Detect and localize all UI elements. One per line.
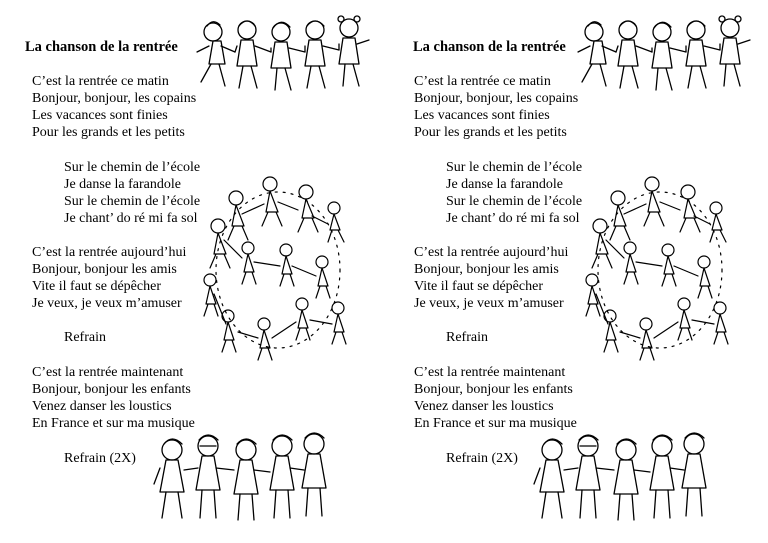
child-figure — [280, 244, 294, 286]
child-figure — [271, 22, 305, 90]
verse-1-line-1: C’est la rentrée ce matin — [32, 74, 169, 89]
verse-2-line-2: Bonjour, bonjour les amis — [32, 262, 177, 277]
refrain-marker: Refrain — [446, 330, 488, 345]
child-figure — [235, 21, 271, 88]
child-figure — [228, 191, 248, 240]
child-figure — [222, 310, 236, 352]
child-figure — [328, 202, 344, 242]
child-figure — [719, 16, 750, 86]
chorus-line-4: Je chant’ do ré mi fa sol — [446, 211, 580, 226]
child-figure — [154, 439, 184, 518]
children-circle-dance-drawing — [198, 174, 356, 366]
child-figure — [262, 177, 282, 226]
verse-3-line-4: En France et sur ma musique — [414, 416, 577, 431]
chorus-line-1: Sur le chemin de l’école — [446, 160, 583, 175]
child-figure — [564, 435, 614, 518]
chorus-line-2: Je danse la farandole — [64, 177, 181, 192]
children-farandole-drawing — [576, 12, 754, 94]
verse-3-line-4: En France et sur ma musique — [32, 416, 195, 431]
verse-3-line-3: Venez danser les loustics — [32, 399, 172, 414]
verse-3-line-3: Venez danser les loustics — [414, 399, 554, 414]
verse-2-line-4: Je veux, je veux m’amuser — [32, 296, 182, 311]
child-figure — [234, 439, 270, 520]
child-figure — [682, 433, 706, 516]
verse-3-line-1: C’est la rentrée maintenant — [414, 365, 566, 380]
verse-2-line-1: C’est la rentrée aujourd’hui — [414, 245, 569, 260]
child-figure — [242, 242, 256, 284]
child-figure — [610, 191, 630, 240]
verse-2-line-1: C’est la rentrée aujourd’hui — [32, 245, 187, 260]
verse-1-line-3: Les vacances sont finies — [414, 108, 550, 123]
song-title: La chanson de la rentrée — [413, 39, 566, 55]
child-figure — [258, 318, 272, 360]
child-figure — [686, 21, 720, 88]
child-figure — [534, 439, 564, 518]
child-figure — [678, 298, 692, 340]
child-figure — [640, 318, 654, 360]
chorus-line-3: Sur le chemin de l’école — [446, 194, 583, 209]
refrain-repeat-marker: Refrain (2X) — [446, 451, 518, 466]
child-figure — [332, 302, 346, 344]
child-figure — [296, 298, 310, 340]
children-line-drawing — [530, 428, 708, 524]
children-line-drawing — [150, 428, 328, 524]
child-figure — [614, 439, 650, 520]
child-figure — [586, 274, 600, 316]
child-figure — [662, 244, 676, 286]
verse-1-line-4: Pour les grands et les petits — [32, 125, 185, 140]
verse-1-line-2: Bonjour, bonjour, les copains — [32, 91, 197, 106]
verse-2-line-3: Vite il faut se dépêcher — [414, 279, 543, 294]
child-figure — [302, 433, 326, 516]
child-figure — [710, 202, 726, 242]
child-figure — [624, 242, 638, 284]
children-farandole-drawing — [195, 12, 373, 94]
child-figure — [298, 185, 318, 232]
child-figure — [197, 22, 235, 86]
verse-3-line-2: Bonjour, bonjour les enfants — [414, 382, 573, 397]
child-figure — [604, 310, 618, 352]
child-figure — [316, 256, 330, 298]
child-figure — [184, 435, 234, 518]
child-figure — [680, 185, 700, 232]
verse-2-line-3: Vite il faut se dépêcher — [32, 279, 161, 294]
child-figure — [652, 22, 686, 90]
child-figure — [270, 435, 304, 518]
chorus-line-1: Sur le chemin de l’école — [64, 160, 201, 175]
child-figure — [714, 302, 728, 344]
chorus-line-2: Je danse la farandole — [446, 177, 563, 192]
song-title: La chanson de la rentrée — [25, 39, 178, 55]
child-figure — [644, 177, 664, 226]
child-figure — [338, 16, 369, 86]
child-figure — [204, 274, 218, 316]
child-figure — [578, 22, 616, 86]
verse-3-line-2: Bonjour, bonjour les enfants — [32, 382, 191, 397]
child-figure — [698, 256, 712, 298]
children-circle-dance-drawing — [580, 174, 738, 366]
child-figure — [305, 21, 339, 88]
refrain-repeat-marker: Refrain (2X) — [64, 451, 136, 466]
verse-3-line-1: C’est la rentrée maintenant — [32, 365, 184, 380]
verse-2-line-4: Je veux, je veux m’amuser — [414, 296, 564, 311]
child-figure — [616, 21, 652, 88]
verse-1-line-3: Les vacances sont finies — [32, 108, 168, 123]
verse-1-line-2: Bonjour, bonjour, les copains — [414, 91, 579, 106]
chorus-line-4: Je chant’ do ré mi fa sol — [64, 211, 198, 226]
child-figure — [650, 435, 684, 518]
verse-1-line-4: Pour les grands et les petits — [414, 125, 567, 140]
refrain-marker: Refrain — [64, 330, 106, 345]
song-sheet-right — [388, 0, 768, 543]
verse-2-line-2: Bonjour, bonjour les amis — [414, 262, 559, 277]
chorus-line-3: Sur le chemin de l’école — [64, 194, 201, 209]
verse-1-line-1: C’est la rentrée ce matin — [414, 74, 551, 89]
